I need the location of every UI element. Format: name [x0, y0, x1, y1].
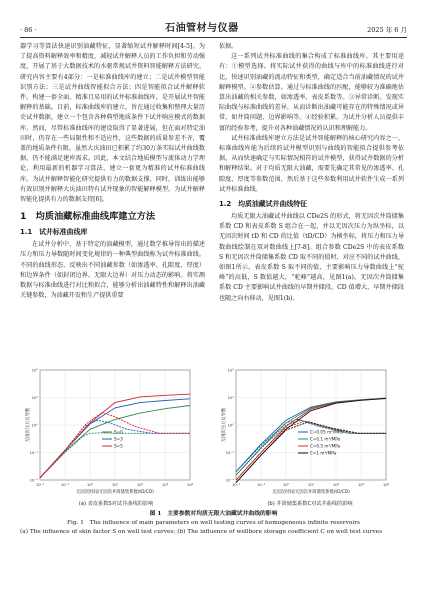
- paragraph: 均质无限大油藏试井曲线以 CDe2S 的形式，将无因次井筒储集系数 CD 和表皮系数 S 组合在一起，并以无因次压力为纵坐标，以无因次时间 tD 和 CD 的比值（tD/CD）为横坐标，将压力和压力导数曲线绘制在双对数曲线上[7-8]。组合参数 CDe2S 中的表皮系数 S 和无因次井筒储集系数 CD 取不同的值时，对应不同的试井曲线，如图1所示。表皮系数 S 取不同的值，主要影响压力导数曲线上“驼峰”的高低，S 数值越大，“驼峰”越高，见图1(a)。无因次井筒储集系数 CD 主要影响试井曲线的早期井储段，CD 值增大，早期井储段也随之向右移动，见图1(b)。: [219, 213, 404, 302]
- x-tick-label: 10⁻¹: [60, 482, 70, 487]
- section-heading: 1 均质油藏标准曲线库建立方法: [20, 211, 156, 223]
- caption-en-1: Fig. 1 The influence of main parameters on well testing curves of homogeneous infinite reservoirs: [67, 519, 360, 526]
- x-tick-label: 10²: [136, 482, 144, 487]
- y-axis-label: 无因次压力及导数: [222, 407, 227, 443]
- y-tick-label: 10⁻²: [225, 477, 234, 483]
- figure-1: [20, 362, 407, 508]
- header-rule: [20, 37, 407, 38]
- paragraph: 器学习等算法快速识别油藏特征，显著缩短试井解释时间[4-5]。为了提高资料解释效率和精度，减轻试井解释人员的工作负担和劳动强度，开展了基于大数据技术的水驱常规试井资料智能解释方法研究。研究内容主要有4部分：一是标准曲线库的建立；二是试井模型智能识别方法；三是试井曲线智能拟合方法；四是智能拟合试井解释软件。构建一套全面、精准且易用的试井标准曲线库，是开展试井智能解释的基础。目前，标准曲线库的建立，旨在通过收集和整理大量历史试井数据，建立一个包含各种典型地质条件下试井响应模式的数据库。然而，尽管标准曲线库的建设取得了显著进展，但在面对特定油田时，仍存在一些局限性和不适应性，这些数据的质量参差不齐，覆盖的地质条件有限。虽然大庆油田已积累了约30万条实际试井曲线数据，仍不能满足建库需求。因此，本文结合地质模型与流体动力学理论，利用最新的机器学习算法，建立一套更为精准的试井标准曲线库。为试井解释智能化研究提供有力的数据支撑，同时，训练出能够有效识别并解释大庆油田特有试井现象的智能解释模型，为试井解释智能化提供有力的数据支持[6]。: [20, 43, 205, 204]
- x-tick-label: 10⁻²: [231, 482, 241, 487]
- y-axis-label: 无因次压力及导数: [26, 407, 31, 443]
- journal-title: 石油管材与仪器: [165, 23, 239, 34]
- y-tick-label: 10²: [31, 367, 38, 373]
- y-tick-label: 10¹: [31, 394, 38, 400]
- chart-wellbore-storage: [220, 367, 390, 495]
- legend-entry: S=0: [114, 429, 123, 435]
- legend-entry: S=3: [114, 436, 123, 442]
- page-number: · 86 ·: [20, 26, 37, 34]
- subsection-heading: 1.1 试井标准曲线库: [20, 228, 88, 237]
- y-tick-label: 10²: [227, 367, 234, 373]
- paragraph: 依据。: [219, 43, 238, 50]
- caption-en-2: (a) The influence of skin factor S on well test curves; (b) The influence of wellbore storage coefficient C on well test curves: [20, 528, 383, 535]
- left-column: [20, 42, 205, 301]
- legend-entry: C=0.5 m³/MPa: [310, 443, 341, 449]
- caption-cn: 图 1 主要参数对均质无限大油藏试井曲线的影响: [149, 511, 278, 517]
- chart-skin-factor: [24, 367, 194, 495]
- y-tick-label: 10⁻¹: [225, 449, 234, 455]
- x-tick-label: 10¹: [307, 482, 315, 487]
- subcaption-a: (a) 表皮系数S对试井曲线的影响: [78, 501, 154, 507]
- x-tick-label: 10⁻¹: [256, 482, 266, 487]
- x-tick-label: 10⁰: [282, 482, 290, 487]
- issue-date: 2025 年 6 月: [367, 26, 407, 34]
- x-tick-label: 10⁻²: [35, 482, 45, 487]
- y-tick-label: 10⁰: [227, 422, 234, 428]
- x-tick-label: 10³: [161, 482, 169, 487]
- figure-caption: [20, 510, 407, 536]
- legend-entry: C=0.1 m³/MPa: [310, 436, 341, 442]
- x-tick-label: 10⁰: [86, 482, 94, 487]
- legend-entry: C=0.05 m³/MPa: [310, 429, 343, 435]
- x-axis-label: 无因次时间/无因次井筒储集系数(tD/CD): [76, 490, 154, 495]
- paragraph: 试井标准曲线库建立方法是试井智能解释的核心研究内容之一。标准曲线库能为后续的试井模型识别与曲线的智能拟合提供参考依据，从而快速确定与实际情况相符的试井模型，获得试井数据的分析和解释结果。对于均质无限大油藏，需要先确定其常见的渗透率、孔隙度、厚度等参数范围，然后基于这些参数利用试井软件生成一系列试井标准曲线。: [219, 134, 404, 193]
- y-tick-label: 10⁻¹: [29, 449, 38, 455]
- legend-entry: S=5: [114, 443, 123, 449]
- paragraph: 在试井分析中，基于特定的油藏模型，通过数学推导得出的描述压力和压力导数随时间变化规律的一种典型曲线称为试井标准曲线。不同的曲线形态，反映出不同油藏参数（如渗透率、孔隙度、厚度）和边界条件（如封闭边界、无限大边界）对压力动态的影响。将实测数据与标准曲线进行对比和拟合，能够分析出油藏特性和解释出油藏关键参数，为油藏开发和生产提供重要: [20, 241, 205, 300]
- subsection-heading: 1.2 均质油藏试井曲线特征: [219, 200, 308, 209]
- paragraph: 这一系列试井标准曲线的集合构成了标准曲线库。其主要用途有：①模型选择。将实际试井获得的曲线与库中的标准曲线进行对比，快速识别油藏的流动特征和类型，确定适合当前油藏情况的试井解释模型。②参数估算。通过与标准曲线的匹配，能够较为准确地估算出油藏的相关参数，如渗透率、表皮系数等。③异常诊断。发现实际曲线与标准曲线的差异，从而诊断出油藏可能存在的特殊情况或异常，如井筒问题、边界影响等。④经验积累。为试井分析人员提供丰富的经验参考，提升对各种油藏情况的认识和理解能力。: [219, 53, 404, 132]
- x-axis-label: 无因次时间/无因次井筒储集系数(tD/CD): [272, 490, 350, 495]
- legend-entry: C=1 m³/MPa: [310, 450, 337, 456]
- y-tick-label: 10⁰: [31, 422, 38, 428]
- x-tick-label: 10⁴: [186, 482, 194, 487]
- y-tick-label: 10⁻²: [29, 477, 38, 483]
- y-tick-label: 10¹: [227, 394, 234, 400]
- x-tick-label: 10³: [357, 482, 365, 487]
- subcaption-b: (b) 井筒储集系数C对试井曲线的影响: [267, 501, 353, 507]
- x-tick-label: 10¹: [111, 482, 119, 487]
- x-tick-label: 10²: [332, 482, 340, 487]
- right-column: [219, 42, 404, 304]
- x-tick-label: 10⁴: [382, 482, 390, 487]
- running-header: [20, 20, 407, 34]
